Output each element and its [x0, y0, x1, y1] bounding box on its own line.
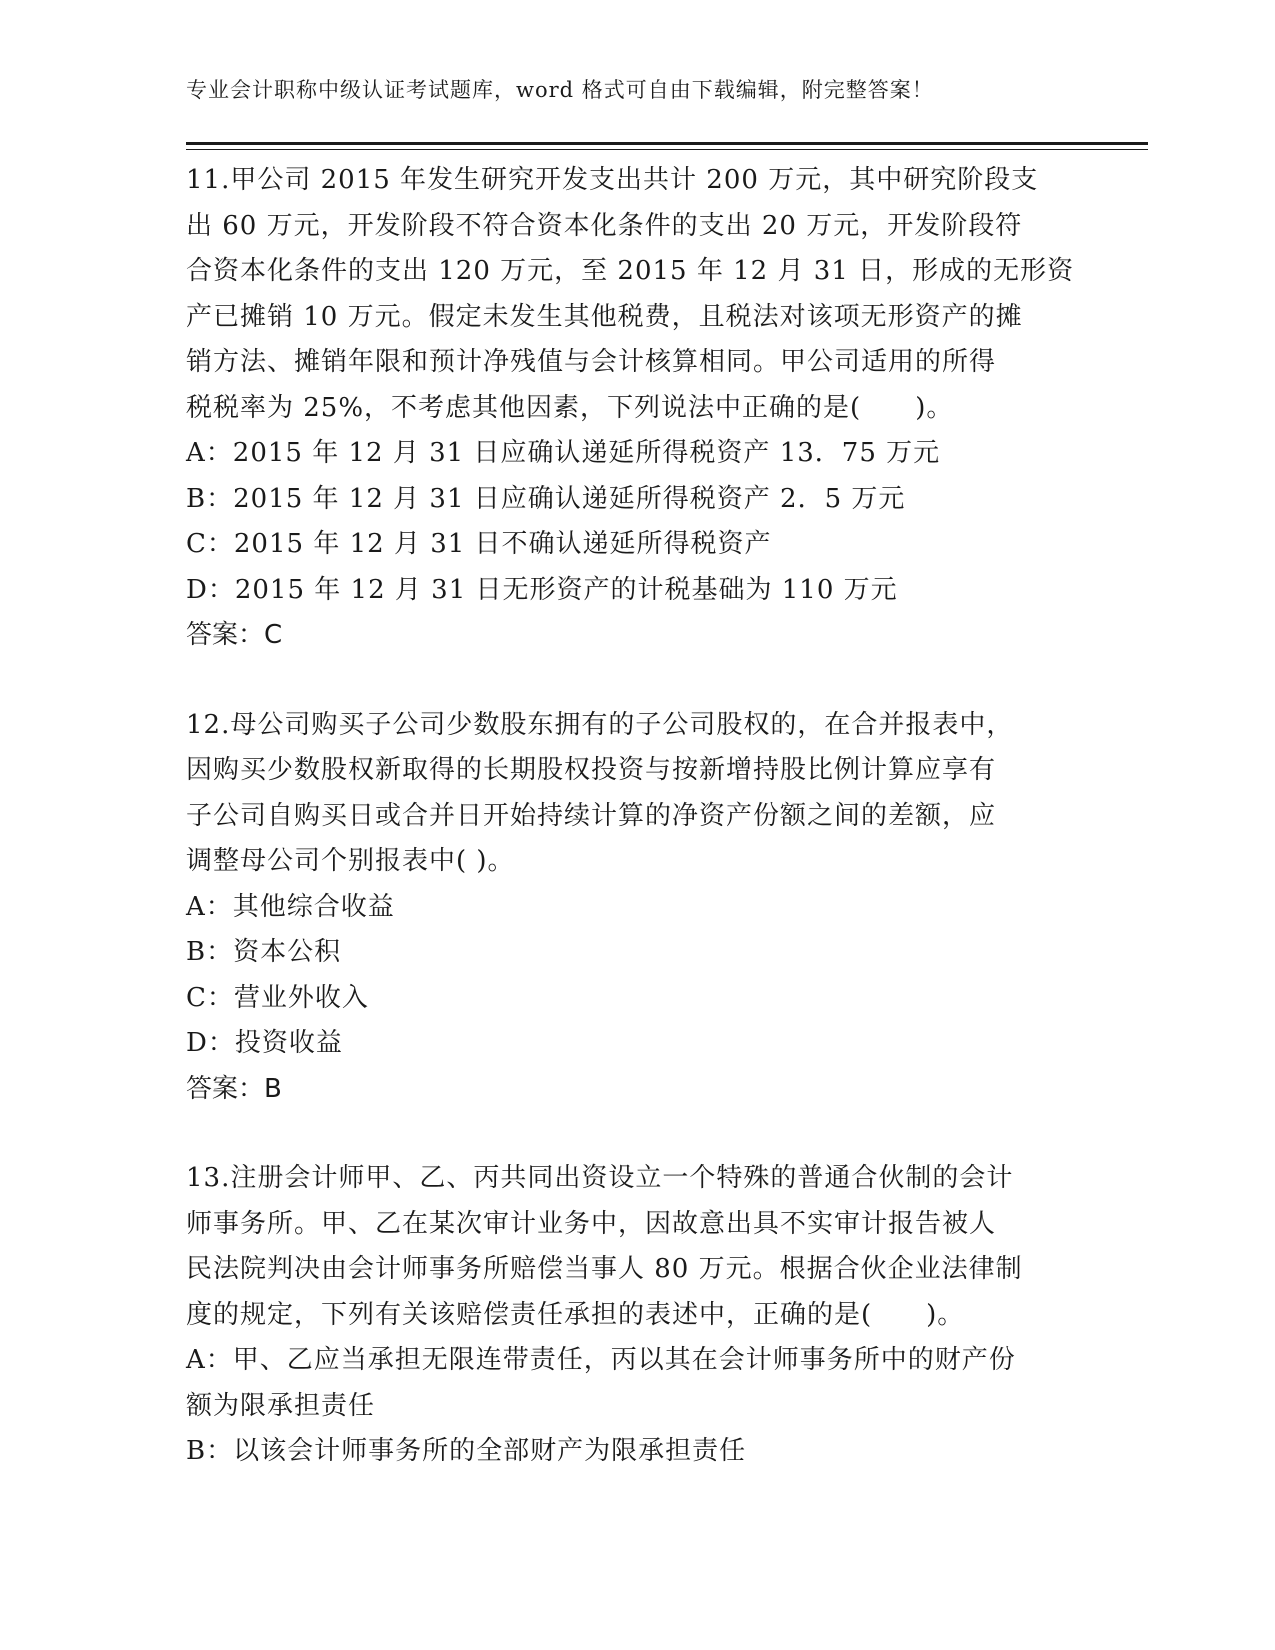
option-b: B：资本公积: [186, 937, 342, 967]
header-rule-thin: [186, 149, 1148, 150]
question-stem-line: 产已摊销 10 万元。假定未发生其他税费，且税法对该项无形资产的摊: [186, 301, 1023, 332]
question-stem-line: 民法院判决由会计师事务所赔偿当事人 80 万元。根据合伙企业法律制: [186, 1254, 1023, 1284]
answer-line: 答案：C: [186, 620, 283, 650]
question-stem-line: 合资本化条件的支出 120 万元，至 2015 年 12 月 31 日，形成的无形资: [186, 256, 1075, 286]
option-d: D：投资收益: [186, 1028, 343, 1058]
question-stem-line: 调整母公司个别报表中( )。: [186, 846, 515, 876]
option-a: A：其他综合收益: [186, 891, 395, 922]
question-12: [186, 703, 1086, 1113]
option-a-continued: 额为限承担责任: [186, 1390, 376, 1421]
option-a: A：甲、乙应当承担无限连带责任，丙以其在会计师事务所中的财产份: [186, 1345, 1016, 1375]
question-stem-line: 因购买少数股权新取得的长期股权投资与按新增持股比例计算应享有: [186, 755, 997, 785]
option-a: A：2015 年 12 月 31 日应确认递延所得税资产 13．75 万元: [186, 438, 941, 468]
option-d: D：2015 年 12 月 31 日无形资产的计税基础为 110 万元: [186, 574, 898, 605]
question-list: [186, 158, 1086, 1519]
option-b: B：以该会计师事务所的全部财产为限承担责任: [186, 1436, 747, 1466]
question-stem-line: 子公司自购买日或合并日开始持续计算的净资产份额之间的差额，应: [186, 800, 997, 831]
question-11: [186, 158, 1086, 659]
option-b: B：2015 年 12 月 31 日应确认递延所得税资产 2．5 万元: [186, 483, 906, 514]
page-header: 专业会计职称中级认证考试题库，word 格式可自由下载编辑，附完整答案！: [186, 78, 934, 102]
option-c: C：营业外收入: [186, 982, 369, 1013]
option-c: C：2015 年 12 月 31 日不确认递延所得税资产: [186, 529, 772, 559]
question-stem-line: 12.母公司购买子公司少数股东拥有的子公司股权的，在合并报表中，: [186, 709, 1014, 740]
question-stem-line: 销方法、摊销年限和预计净残值与会计核算相同。甲公司适用的所得: [186, 347, 997, 377]
question-stem-line: 13.注册会计师甲、乙、丙共同出资设立一个特殊的普通合伙制的会计: [186, 1163, 1014, 1193]
question-stem-line: 度的规定，下列有关该赔偿责任承担的表述中，正确的是( )。: [186, 1299, 965, 1330]
question-stem-line: 出 60 万元，开发阶段不符合资本化条件的支出 20 万元，开发阶段符: [186, 210, 1023, 241]
question-13: [186, 1156, 1086, 1475]
question-stem-line: 税税率为 25%，不考虑其他因素，下列说法中正确的是( )。: [186, 392, 954, 423]
question-stem-line: 11.甲公司 2015 年发生研究开发支出共计 200 万元，其中研究阶段支: [186, 165, 1039, 195]
header-rule-thick: [186, 142, 1148, 145]
question-stem-line: 师事务所。甲、乙在某次审计业务中，因故意出具不实审计报告被人: [186, 1208, 997, 1239]
answer-line: 答案：B: [186, 1073, 282, 1104]
